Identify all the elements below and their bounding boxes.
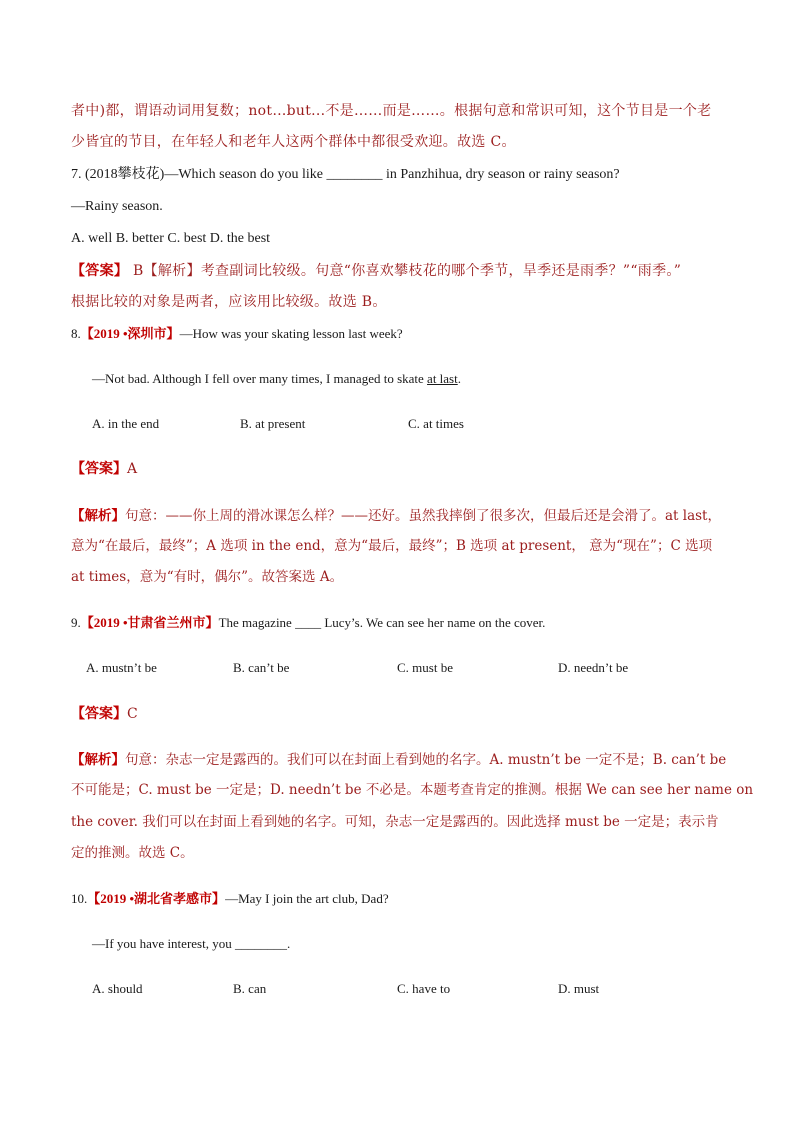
q8-analysis-text: 句意：——你上周的滑冰课怎么样？——还好。虽然我摔倒了很多次，但最后还是会滑了。at last， xyxy=(125,508,721,524)
q8-stem: —How was your skating lesson last week? xyxy=(179,326,403,341)
q7-answer-tag: 【答案】 xyxy=(71,263,129,279)
q9-analysis-line-3: the cover. 我们可以在封面上看到她的名字。可知，杂志一定是露西的。因此选择 must be 一定是；表示肯 xyxy=(71,814,719,830)
q9-option-b: B. can’t be xyxy=(233,660,290,675)
q8-option-a: A. in the end xyxy=(92,416,160,431)
q8-number: 8. xyxy=(71,326,81,341)
q9-answer-value: C xyxy=(127,706,138,722)
q8-analysis-line-1 xyxy=(71,507,721,525)
q10-option-c: C. have to xyxy=(397,981,451,996)
q7-analysis-text: B【解析】考查副词比较级。句意“你喜欢攀枝花的哪个季节，旱季还是雨季？”“雨季。” xyxy=(128,263,682,279)
q8-source: 【2019 •深圳市】 xyxy=(80,326,180,341)
q8-analysis-line-3: at times，意为“有时，偶尔”。故答案选 A。 xyxy=(71,569,344,585)
q9-analysis-line-4: 定的推测。故选 C。 xyxy=(71,845,194,861)
q8-stem-line xyxy=(71,325,403,343)
q9-analysis-line-2: 不可能是；C. must be 一定是；D. needn’t be 不必是。本题考查肯定的推测。根据 We can see her name on xyxy=(71,782,754,798)
q10-number: 10. xyxy=(71,891,88,906)
q9-source: 【2019 •甘肃省兰州市】 xyxy=(80,615,219,630)
q8-analysis-line-2: 意为“在最后，最终”；A 选项 in the end，意为“最后，最终”；B 选项 at present， 意为“现在”；C 选项 xyxy=(71,538,713,554)
q7-reply: —Rainy season. xyxy=(71,199,163,214)
q9-answer-line xyxy=(71,705,138,723)
q9-option-d: D. needn’t be xyxy=(558,660,629,675)
q9-number: 9. xyxy=(71,615,81,630)
q10-option-b: B. can xyxy=(233,981,267,996)
q8-reply-text: —Not bad. Although I fell over many times, I managed to skate xyxy=(92,371,428,386)
q8-option-b: B. at present xyxy=(240,416,306,431)
q9-option-a: A. mustn’t be xyxy=(86,660,157,675)
q8-reply xyxy=(92,370,461,388)
q10-stem-line xyxy=(71,890,389,908)
q6-explanation-line-2: 少皆宜的节目，在年轻人和老年人这两个群体中都很受欢迎。故选 C。 xyxy=(71,134,516,150)
q8-answer-line xyxy=(71,460,137,478)
q9-stem: The magazine ____ Lucy’s. We can see her name on the cover. xyxy=(218,615,546,630)
q8-answer-value: A xyxy=(127,461,138,477)
q10-option-d: D. must xyxy=(558,981,600,996)
q8-option-c: C. at times xyxy=(408,416,464,431)
q7-stem: 7. (2018攀枝花)—Which season do you like ________ in Panzhihua, dry season or rainy season? xyxy=(71,167,620,182)
q10-option-a: A. should xyxy=(92,981,143,996)
q10-reply: —If you have interest, you ________. xyxy=(92,936,291,951)
q8-reply-end: . xyxy=(457,371,461,386)
q7-options: A. well B. better C. best D. the best xyxy=(71,231,271,246)
q9-analysis-line-1 xyxy=(71,751,726,769)
q8-answer-tag: 【答案】 xyxy=(71,461,127,477)
q6-explanation-line-1: 者中)都，谓语动词用复数；not…but...不是……而是……。根据句意和常识可知，这个节目是一个老 xyxy=(71,103,712,119)
q9-analysis-tag: 【解析】 xyxy=(71,752,125,768)
q9-analysis-text: 句意：杂志一定是露西的。我们可以在封面上看到她的名字。A. mustn’t be 一定不是；B. can’t be xyxy=(125,752,727,768)
q10-stem: —May I join the art club, Dad? xyxy=(225,891,389,906)
q9-option-c: C. must be xyxy=(397,660,453,675)
q8-underlined-phrase: at last xyxy=(427,371,458,386)
q8-analysis-tag: 【解析】 xyxy=(71,508,125,524)
q9-answer-tag: 【答案】 xyxy=(71,706,127,722)
q9-stem-line xyxy=(71,614,545,632)
q7-analysis-line-1 xyxy=(71,262,681,280)
q7-analysis-line-2: 根据比较的对象是两者，应该用比较级。故选 B。 xyxy=(71,294,387,310)
q10-source: 【2019 •湖北省孝感市】 xyxy=(87,891,226,906)
